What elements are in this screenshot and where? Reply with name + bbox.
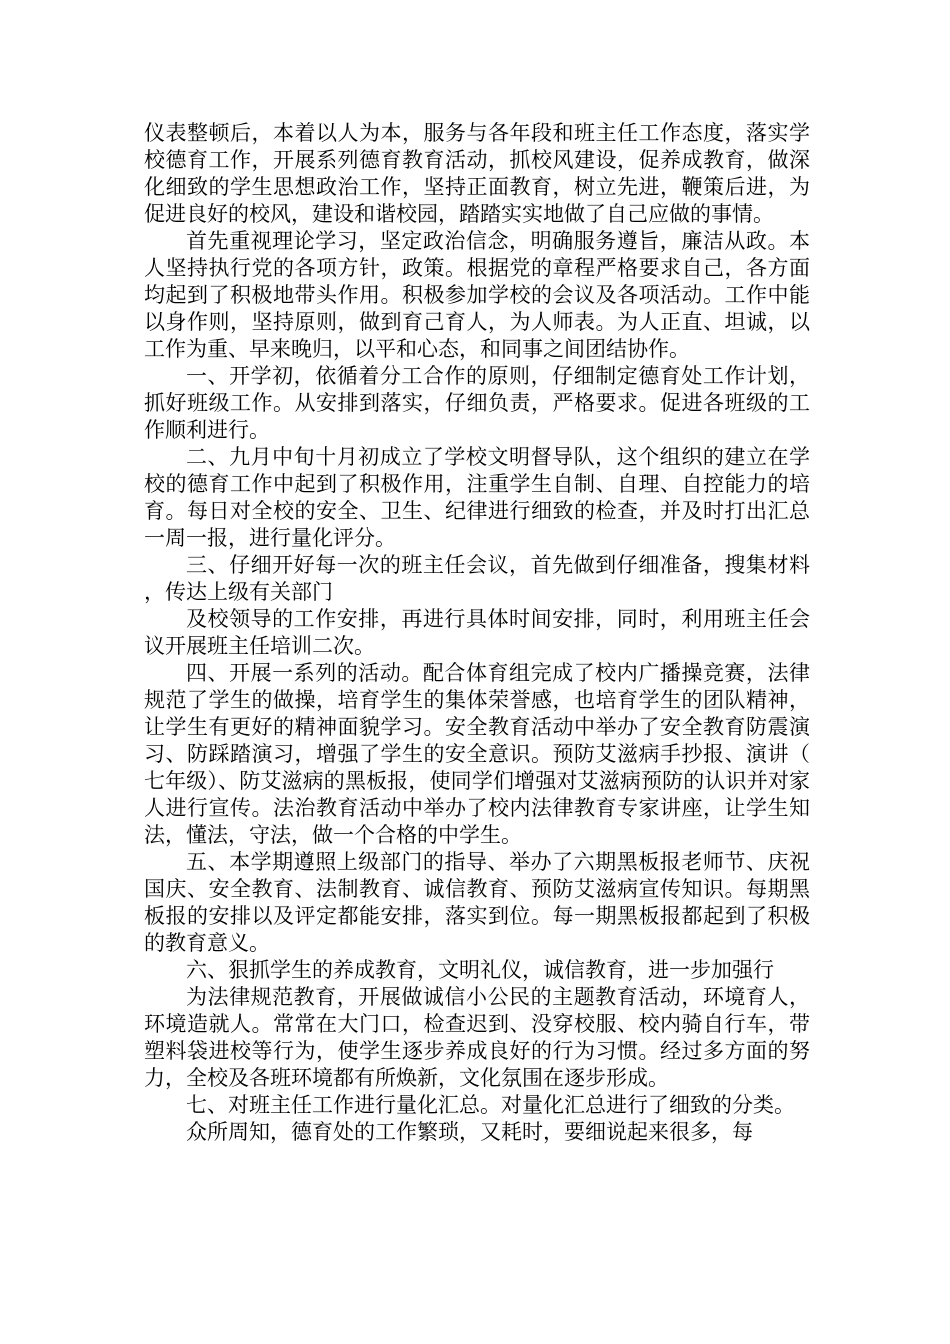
paragraph: 众所周知，德育处的工作繁琐，又耗时，要细说起来很多，每: [186, 1120, 753, 1144]
paragraph: 一、开学初，依循着分工合作的原则，仔细制定德育处工作计划，抓好班级工作。从安排到落实，仔细负责，严格要求。促进各班级的工作顺利进行。: [144, 364, 810, 442]
paragraph: 五、本学期遵照上级部门的指导、举办了六期黑板报老师节、庆祝国庆、安全教育、法制教育、诚信教育、预防艾滋病宣传知识。每期黑板报的安排以及评定都能安排，落实到位。每一期黑板报都起到了积极的教育意义。: [144, 850, 810, 955]
paragraph: 仪表整顿后，本着以人为本，服务与各年段和班主任工作态度，落实学校德育工作，开展系列德育教育活动，抓校风建设，促养成教育，做深化细致的学生思想政治工作，坚持正面教育，树立先进，鞭策后进，为促进良好的校风，建设和谐校园，踏踏实实地做了自己应做的事情。: [144, 121, 810, 226]
paragraph: 四、开展一系列的活动。配合体育组完成了校内广播操竞赛，法律规范了学生的做操，培育学生的集体荣誉感，也培育学生的团队精神，让学生有更好的精神面貌学习。安全教育活动中举办了安全教育防震演习、防踩踏演习，增强了学生的安全意识。预防艾滋病手抄报、演讲（七年级）、防艾滋病的黑板报，使同学们增强对艾滋病预防的认识并对家人进行宣传。法治教育活动中举办了校内法律教育专家讲座，让学生知法，懂法，守法，做一个合格的中学生。: [144, 661, 810, 847]
paragraph: 二、九月中旬十月初成立了学校文明督导队，这个组织的建立在学校的德育工作中起到了积极作用，注重学生自制、自理、自控能力的培育。每日对全校的安全、卫生、纪律进行细致的检查，并及时打出汇总一周一报，进行量化评分。: [144, 445, 810, 550]
paragraph: 首先重视理论学习，坚定政治信念，明确服务遵旨，廉洁从政。本人坚持执行党的各项方针，政策。根据党的章程严格要求自己，各方面均起到了积极地带头作用。积极参加学校的会议及各项活动。工作中能以身作则，坚持原则，做到育己育人，为人师表。为人正直、坦诚，以工作为重、早来晚归，以平和心态，和同事之间团结协作。: [144, 229, 810, 361]
paragraph: 六、狠抓学生的养成教育，文明礼仪，诚信教育，进一步加强行: [186, 958, 774, 982]
paragraph: 三、仔细开好每一次的班主任会议，首先做到仔细准备，搜集材料，传达上级有关部门: [144, 553, 810, 604]
paragraph: 为法律规范教育，开展做诚信小公民的主题教育活动，环境育人，环境造就人。常常在大门口，检查迟到、没穿校服、校内骑自行车，带塑料袋进校等行为，使学生逐步养成良好的行为习惯。经过多方面的努力，全校及各班环境都有所焕新，文化氛围在逐步形成。: [144, 985, 810, 1090]
document-page: [144, 120, 810, 1146]
paragraph: 及校领导的工作安排，再进行具体时间安排，同时，利用班主任会议开展班主任培训二次。: [144, 607, 810, 658]
paragraph: 七、对班主任工作进行量化汇总。对量化汇总进行了细致的分类。: [186, 1093, 795, 1117]
